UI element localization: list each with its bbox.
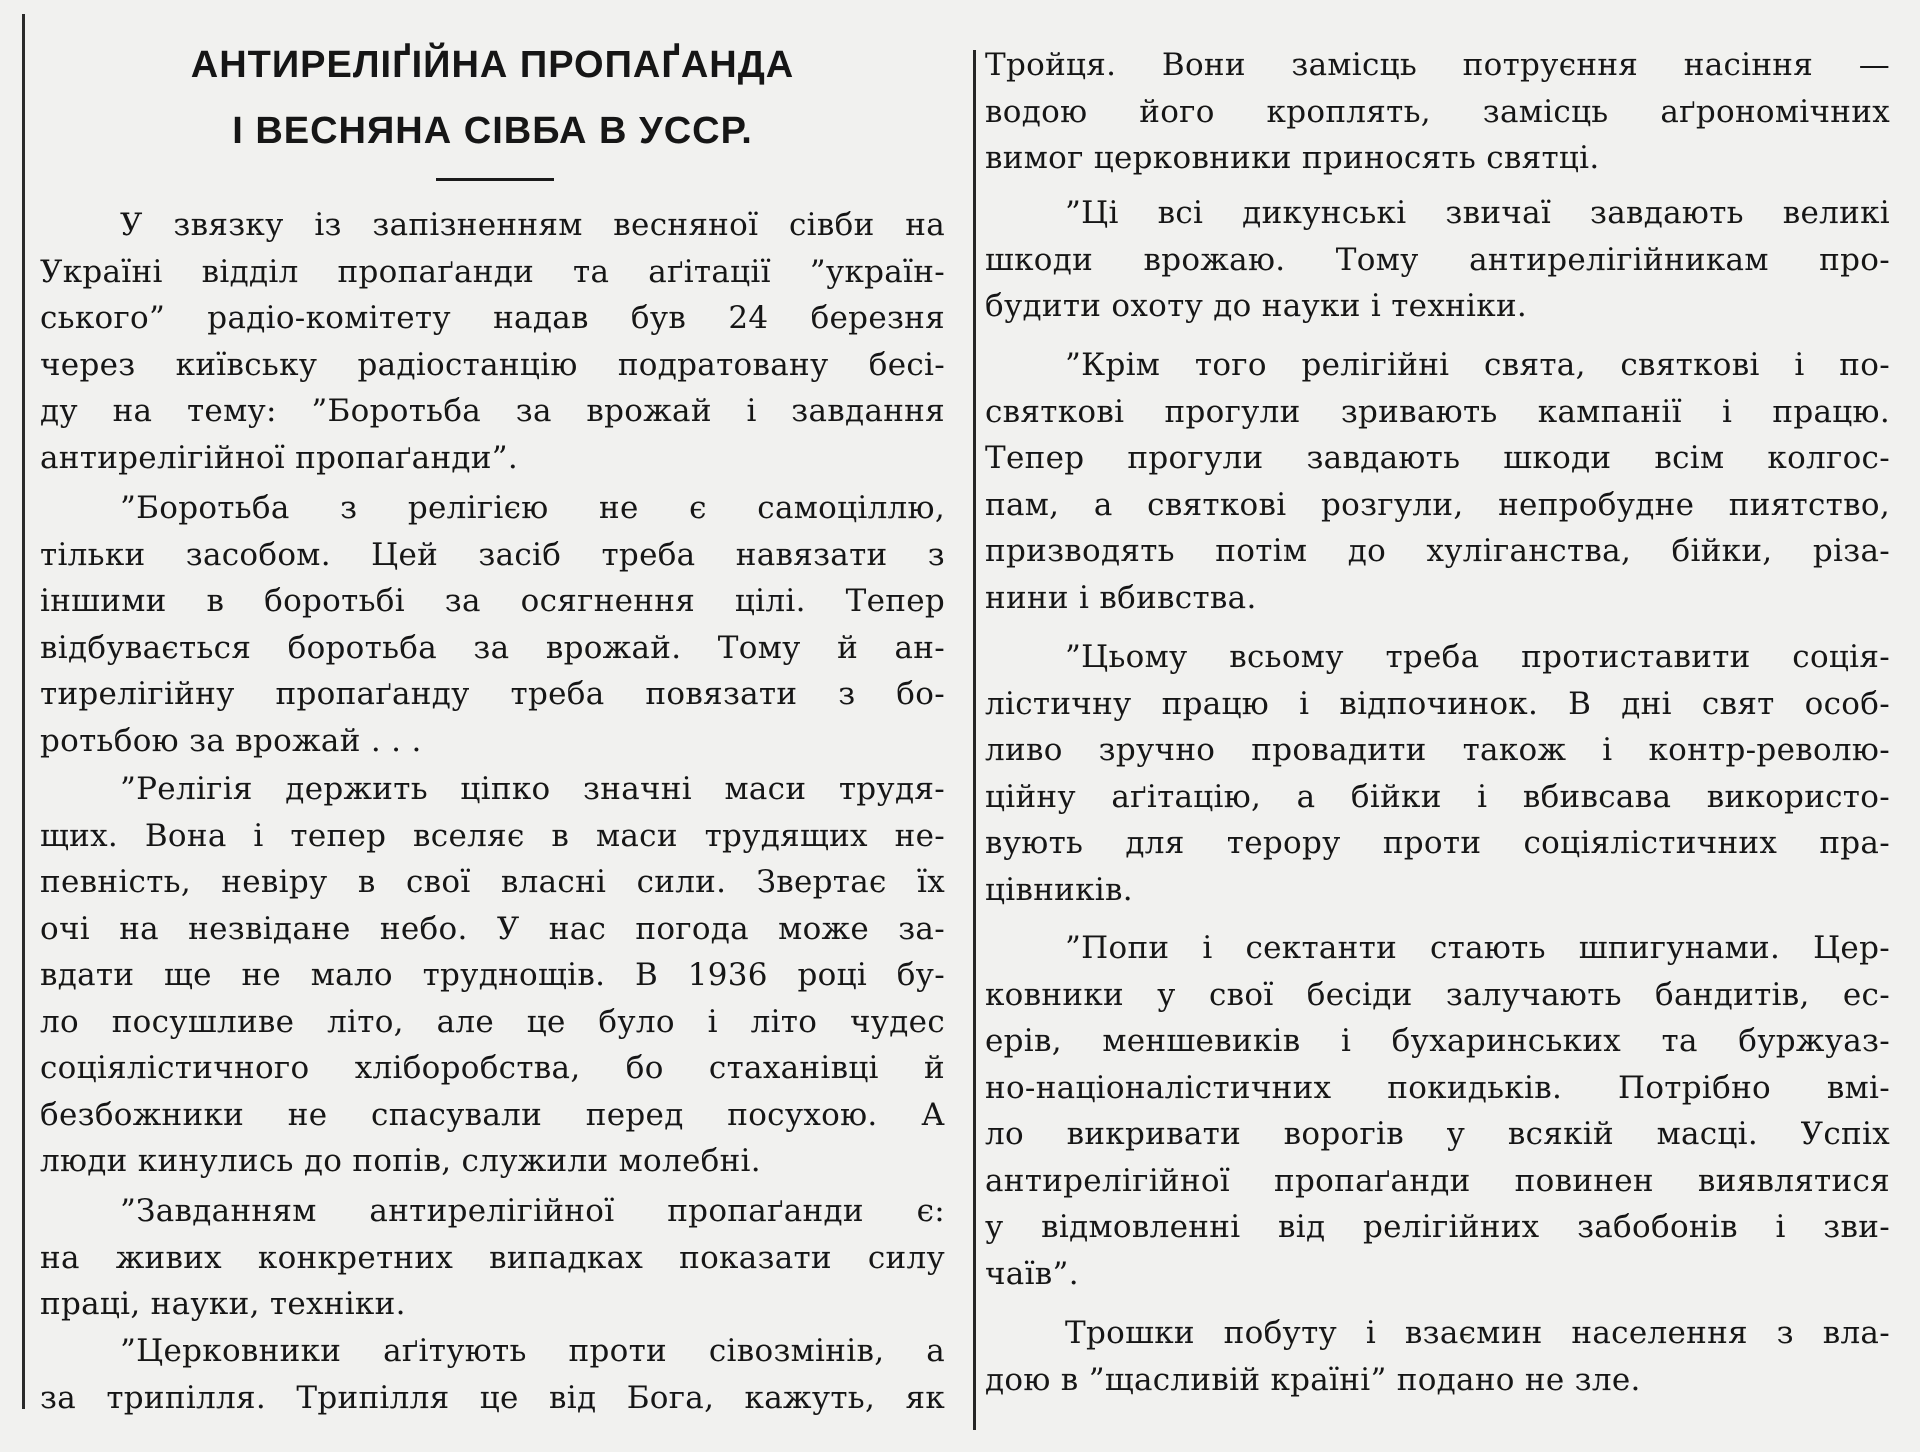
text-line: ”Крім того релігійні свята, святкові і по-	[1065, 347, 1890, 383]
text-line: У звязку із запізненням весняної сівби на	[120, 207, 945, 243]
text-line: святкові прогули зривають кампанії і працю.	[985, 393, 1890, 430]
text-line: шкоди врожаю. Тому антирелігійникам про-	[985, 241, 1890, 278]
text-line: тільки засобом. Цей засіб треба навязати з	[40, 536, 945, 573]
text-line: соціялістичного хліборобства, бо стаханівці й	[40, 1050, 945, 1086]
headline-line-2: І ВЕСНЯНА СІВБА В УССР.	[232, 110, 753, 152]
text-line: цівників.	[985, 871, 1133, 908]
text-line: ло посушливе літо, але це було і літо чудес	[40, 1003, 945, 1040]
paragraph	[40, 485, 945, 764]
text-line: безбожники не спасували перед посухою. А	[40, 1096, 945, 1133]
text-line: ського” радіо-комітету надав був 24 березня	[40, 300, 945, 336]
text-line: ”Попи і сектанти стають шпигунами. Цер-	[1065, 930, 1890, 966]
headline-underline	[436, 178, 554, 181]
text-line: ”Церковники аґітують проти сівозмінів, а	[120, 1333, 945, 1369]
text-line: ду на тему: ”Боротьба за врожай і завдання	[40, 393, 945, 429]
text-line: Тепер прогули завдають шкоди всім колгос-	[985, 440, 1890, 476]
text-line: Трошки побуту і взаємин населення з вла-	[1065, 1315, 1890, 1351]
text-line: чаїв”.	[985, 1255, 1079, 1292]
text-line: ковники у свої бесіди залучають бандитів, ес-	[985, 976, 1890, 1013]
text-line: Тройця. Вони замісць потруєння насіння —	[985, 47, 1890, 83]
paragraph	[40, 766, 945, 1185]
text-line: будити охоту до науки і техніки.	[985, 288, 1528, 324]
text-line: іншими в боротьбі за осягнення цілі. Тепер	[40, 583, 945, 619]
text-line: ”Завданням антирелігійної пропаґанди є:	[120, 1193, 945, 1229]
paragraph	[40, 202, 945, 481]
text-line: ливо зручно провадити також і контр-револю-	[985, 732, 1890, 768]
text-line: через київську радіостанцію подратовану бесі-	[40, 346, 945, 383]
text-line: Україні відділ пропаґанди та аґітації ”україн-	[40, 253, 945, 290]
text-line: нини і вбивства.	[985, 579, 1257, 616]
column-divider-rule	[973, 50, 976, 1430]
text-line: ротьбою за врожай . . .	[40, 722, 422, 759]
text-line: за трипілля. Трипілля це від Бога, кажуть, як	[40, 1379, 945, 1416]
text-line: тирелігійну пропаґанду треба повязати з бо-	[40, 676, 945, 712]
text-line: призводять потім до хуліганства, бійки, різа-	[985, 533, 1890, 569]
paragraph	[985, 342, 1890, 621]
text-line: ло викривати ворогів у всякій масці. Успіх	[985, 1116, 1890, 1152]
text-line: на живих конкретних випадках показати силу	[40, 1239, 945, 1276]
text-line: вдати ще не мало труднощів. В 1936 році бу-	[40, 957, 945, 993]
paragraph	[985, 190, 1890, 330]
paragraph	[985, 42, 1890, 182]
left-border-rule	[22, 14, 25, 1409]
text-line: вимог церковники приносять святці.	[985, 140, 1600, 176]
text-line: дою в ”щасливій країні” подано не зле.	[985, 1361, 1641, 1398]
text-line: очі на незвідане небо. У нас погода може за-	[40, 910, 945, 947]
paragraph	[985, 1310, 1890, 1403]
paragraph	[985, 634, 1890, 913]
text-line: ерів, меншевиків і бухаринських та буржуаз-	[985, 1023, 1890, 1059]
text-line: ”Релігія держить ціпко значні маси трудя-	[120, 771, 945, 807]
text-line: водою його кроплять, замісць аґрономічних	[985, 93, 1890, 130]
headline-line-1: АНТИРЕЛІҐІЙНА ПРОПАҐАНДА	[190, 44, 795, 86]
paragraph	[40, 1188, 945, 1328]
text-line: пам, а святкові розгули, непробудне пиятство,	[985, 486, 1890, 523]
text-line: ційну аґітацію, а бійки і вбивсава використо-	[985, 778, 1890, 815]
text-line: антирелігійної пропаґанди повинен виявлятися	[985, 1162, 1890, 1199]
text-line: ”Боротьба з релігією не є самоціллю,	[120, 490, 945, 526]
text-line: вують для терору проти соціялістичних пра-	[985, 825, 1890, 861]
paragraph	[40, 1328, 945, 1421]
text-line: праці, науки, техніки.	[40, 1286, 406, 1322]
paragraph	[985, 925, 1890, 1297]
text-line: лістичну працю і відпочинок. В дні свят особ-	[985, 685, 1890, 722]
text-line: відбувається боротьба за врожай. Тому й ан-	[40, 629, 945, 666]
text-line: певність, невіру в свої власні сили. Звертає їх	[40, 864, 945, 900]
text-line: но-націоналістичних покидьків. Потрібно вмі-	[985, 1069, 1890, 1106]
text-line: ”Цьому всьому треба протиставити соція-	[1065, 639, 1890, 675]
text-line: антирелігійної пропаґанди”.	[40, 439, 519, 476]
text-line: щих. Вона і тепер вселяє в маси трудящих не-	[40, 817, 945, 854]
text-line: ”Ці всі дикунські звичаї завдають великі	[1065, 195, 1890, 231]
text-line: у відмовленні від релігійних забобонів і зви-	[985, 1209, 1890, 1245]
text-line: люди кинулись до попів, служили молебні.	[40, 1143, 761, 1179]
